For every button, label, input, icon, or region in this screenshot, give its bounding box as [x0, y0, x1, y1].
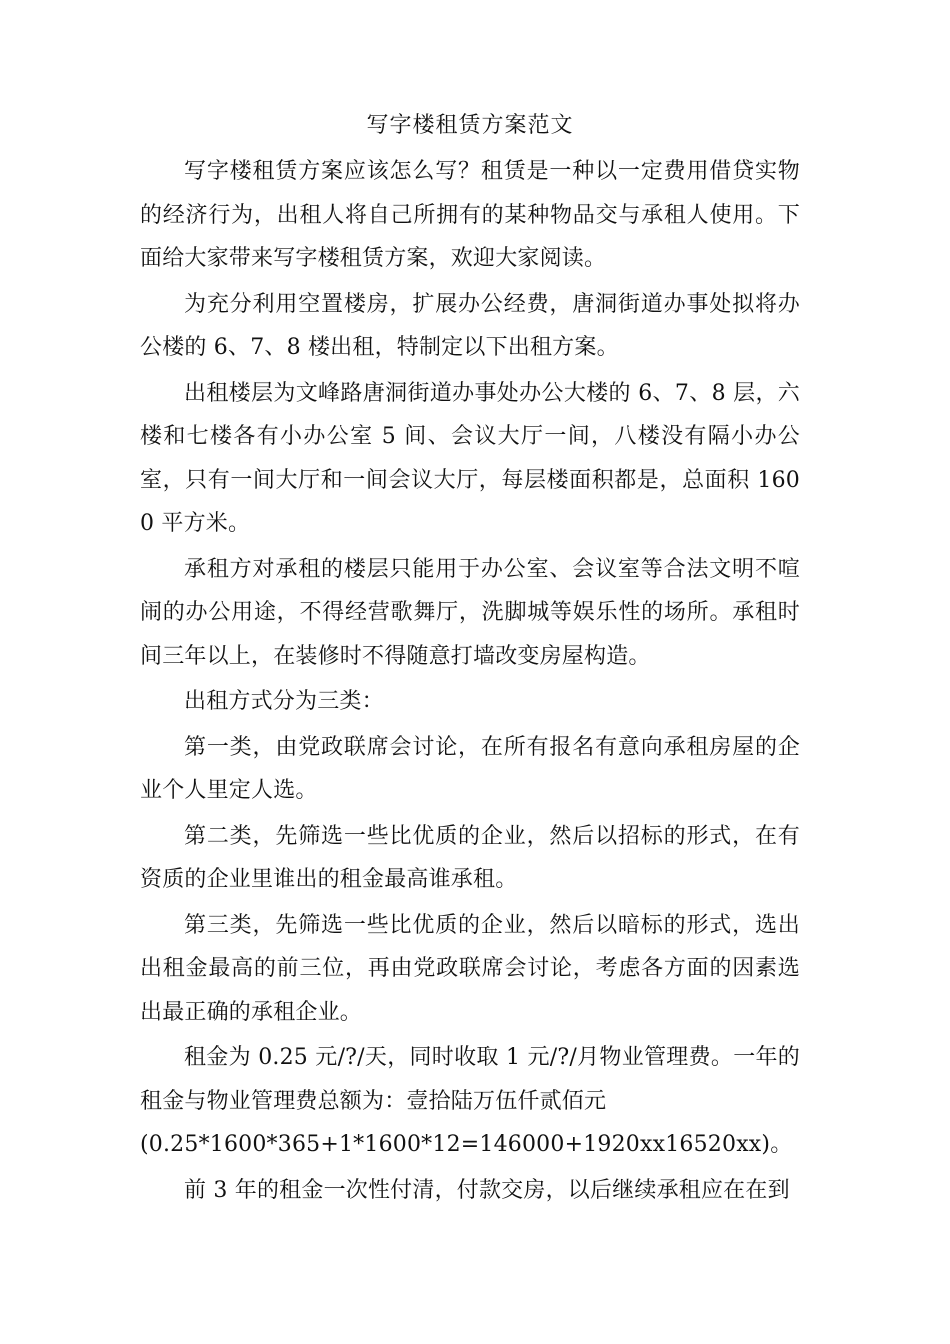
document-title: 写字楼租赁方案范文: [366, 113, 574, 138]
paragraph-purpose: 为充分利用空置楼房，扩展办公经费，唐洞街道办事处拟将办公楼的 6、7、8 楼出租，特制定以下出租方案。: [140, 291, 800, 360]
paragraph-payment: 前 3 年的租金一次性付清，付款交房，以后继续承租应在在到: [184, 1177, 790, 1203]
document-body: [140, 102, 800, 1214]
paragraph-method-1: 第一类，由党政联席会讨论，在所有报名有意向承租房屋的企业个人里定人选。: [140, 734, 800, 803]
paragraph-method-3: 第三类，先筛选一些比优质的企业，然后以暗标的形式，选出出租金最高的前三位，再由党政联席会讨论，考虑各方面的因素选出最正确的承租企业。: [140, 912, 800, 1025]
paragraph-rent-formula: (0.25*1600*365+1*1600*12=146000+1920xx16520xx)。: [140, 1132, 793, 1157]
paragraph-usage: 承租方对承租的楼层只能用于办公室、会议室等合法文明不喧闹的办公用途，不得经营歌舞厅，洗脚城等娱乐性的场所。承租时间三年以上，在装修时不得随意打墙改变房屋构造。: [140, 556, 800, 669]
paragraph-method-2: 第二类，先筛选一些比优质的企业，然后以招标的形式，在有资质的企业里谁出的租金最高谁承租。: [140, 823, 800, 892]
paragraph-floors: 出租楼层为文峰路唐洞街道办事处办公大楼的 6、7、8 层，六楼和七楼各有小办公室 5 间、会议大厅一间，八楼没有隔小办公室，只有一间大厅和一间会议大厅，每层楼面积都是，总面积 1600 平方米。: [140, 380, 800, 536]
paragraph-rent: 租金为 0.25 元/?/天，同时收取 1 元/?/月物业管理费。一年的租金与物业管理费总额为：壹拾陆万伍仟贰佰元: [140, 1045, 800, 1114]
paragraph-intro: 写字楼租赁方案应该怎么写？租赁是一种以一定费用借贷实物的经济行为，出租人将自己所拥有的某种物品交与承租人使用。下面给大家带来写字楼租赁方案，欢迎大家阅读。: [140, 159, 800, 271]
paragraph-methods-heading: 出租方式分为三类：: [184, 689, 384, 714]
